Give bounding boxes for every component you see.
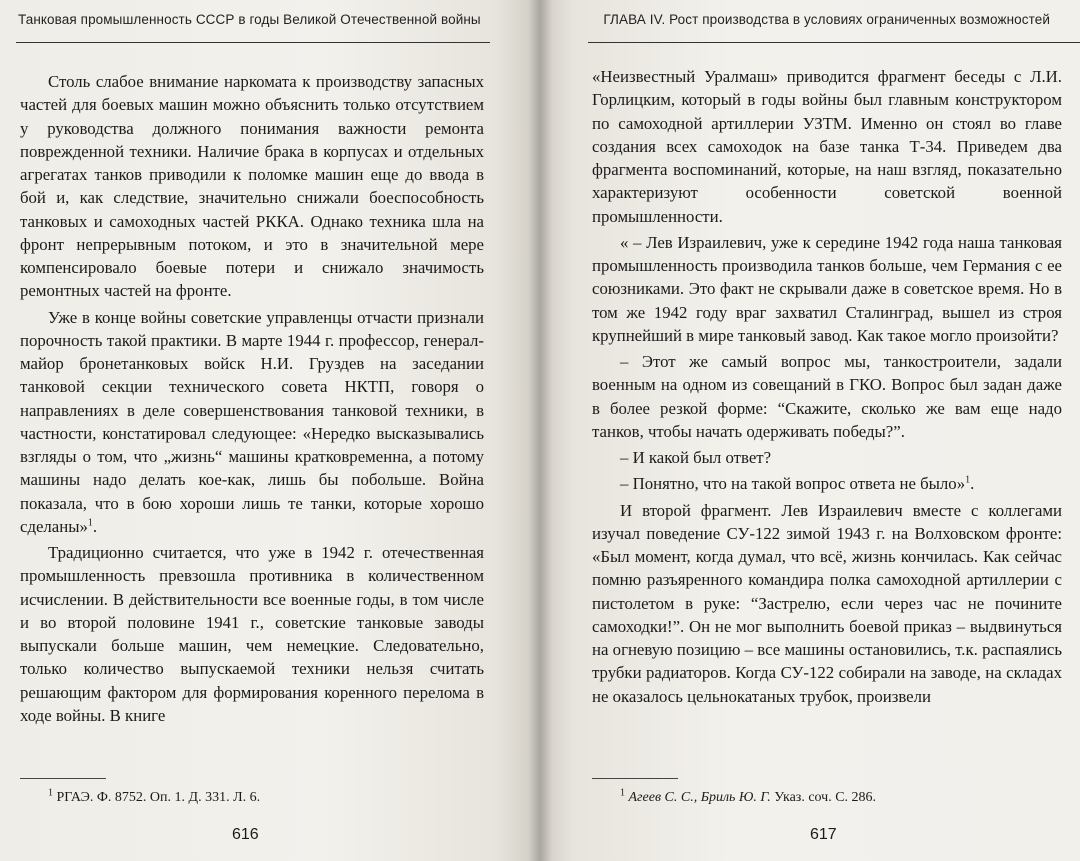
paragraph [20, 70, 484, 303]
left-body-text [20, 70, 484, 730]
paragraph [592, 231, 1062, 347]
right-body-text [592, 65, 1062, 711]
paragraph [592, 350, 1062, 443]
paragraph-text: Уже в конце войны советские управленцы отчасти признали порочность такой практики. В марте 1944 г. профессор, генерал-майор бронетанковых войск Н.И. Груздев на заседании танковой секции технического совета НКТП, говоря о направлениях в деле совершенствования танковой техники, в частности, констатировал следующее: «Нередко высказывались взгляды о том, что „жизнь“ машины кратковременна, а потому машины надо делать кое-как, лишь бы побольше. Война показала, что в бою хороши лишь те танки, которые хорошо сделаны» [20, 307, 484, 536]
left-running-head: Танковая промышленность СССР в годы Великой Отечественной войны [18, 12, 481, 27]
left-footnote [48, 787, 261, 806]
right-page [540, 0, 1080, 861]
paragraph-text: – И какой был ответ? [620, 448, 772, 467]
header-rule [588, 42, 1080, 43]
paragraph-text: И второй фрагмент. Лев Израилевич вместе с коллегами изучал поведение СУ-122 зимой 1943 г. на Волховском фронте: «Был момент, когда думал, что всё, жизнь кончилась. Как сейчас помню разъяренного командира полка самоходной артиллерии с пистолетом в руке: “Застрелю, если через час не почините самоходки!”. Он не мог выполнить боевой приказ – выдвинуться на огневую позицию – все машины остановились, т.к. распаялись трубки радиаторов. Когда СУ-122 собирали на заводе, на складах не оказалось цельнокатаных трубок, произвели [592, 500, 1062, 706]
footnote-rule [20, 778, 106, 779]
paragraph [592, 65, 1062, 228]
footnote-marker: 1 [48, 787, 53, 799]
paragraph-text: «Неизвестный Уралмаш» приводится фрагмент беседы с Л.И. Горлицким, который в годы войны был главным конструктором по самоходной артиллерии УЗТМ. Именно он стоял во главе создания всех самоходок на базе танка Т-34. Приведем два фрагмента воспоминаний, которые, на наш взгляд, показательно характеризуют особенности советской военной промышленности. [592, 67, 1062, 226]
paragraph: Уже в конце войны советские управленцы отчасти признали порочность такой практики. В марте 1944 г. профессор, генерал-майор бронетанковых войск Н.И. Груздев на заседании танковой секции технического совета НКТП, говоря о направлениях в деле совершенствования танковой техники, в частности, констатировал следующее: «Нередко высказывались взгляды о том, что „жизнь“ машины кратковременна, а потому машины надо делать кое-как, лишь бы побольше. Война показала, что в бою хороши лишь те танки, которые хорошо сделаны»$^1$. [20, 307, 484, 536]
footnote-rule [592, 778, 678, 779]
left-page-number: 616 [232, 826, 259, 843]
footnote-marker: 1 [620, 787, 625, 799]
right-page-number: 617 [810, 826, 837, 843]
footnote-authors: Агеев С. С., Бриль Ю. Г. [628, 790, 771, 805]
paragraph-text: – Понятно, что на такой вопрос ответа не было» [620, 474, 966, 494]
paragraph-text: « – Лев Израилевич, уже к середине 1942 года наша танковая промышленность производила танков больше, чем Германия с ее союзниками. Это факт не скрывали даже в советское время. Но в том же 1942 году враг захватил Сталинград, вышел из строя крупнейший в мире танковый завод. Как такое могло произойти? [592, 232, 1062, 345]
right-running-head: ГЛАВА IV. Рост производства в условиях ограниченных возможностей [603, 12, 1050, 27]
footnote-text: Указ. соч. С. 286. [770, 790, 877, 805]
header-rule [16, 42, 490, 43]
footnote-ref: 1 [87, 517, 93, 529]
footnote-text: РГАЭ. Ф. 8752. Оп. 1. Д. 331. Л. 6. [56, 790, 261, 805]
paragraph-text: Традиционно считается, что уже в 1942 г. отечественная промышленность превзошла противника в количественном исчислении. В действительности все военные годы, в том числе и во второй половине 1941 г., советские танковые заводы выпускали больше машин, чем немецкие. Следовательно, только количество выпускаемой техники нельзя считать решающим фактором для формирования коренного перелома в ходе войны. В книге [20, 543, 484, 725]
paragraph [592, 446, 1062, 469]
right-footnote [620, 787, 877, 806]
paragraph [592, 499, 1062, 708]
paragraph-text: Столь слабое внимание наркомата к производству запасных частей для боевых машин можно объяснить только отсутствием у руководства должного понимания важности ремонта поврежденной техники. Наличие брака в корпусах и отдельных агрегатах танков приводили к поломке машин еще до ввода в бой и, как следствие, значительно снижали боеспособность танковых и самоходных частей РККА. Однако техника шла на фронт непрерывным потоком, и это в значительной мере компенсировало боевые потери и снижало значимость ремонтных частей на фронте. [20, 72, 484, 301]
paragraph-text: – Этот же самый вопрос мы, танкостроители, задали военным на одном из совещаний в ГКО. Вопрос был задан даже в более резкой форме: “Скажите, сколько же вам еще надо танков, чтобы начать одерживать победы?”. [592, 352, 1062, 441]
paragraph: – Понятно, что на такой вопрос ответа не было»$^1$. [620, 474, 975, 494]
paragraph [20, 541, 484, 727]
book-gutter [528, 0, 552, 861]
footnote-ref: 1 [965, 474, 971, 486]
